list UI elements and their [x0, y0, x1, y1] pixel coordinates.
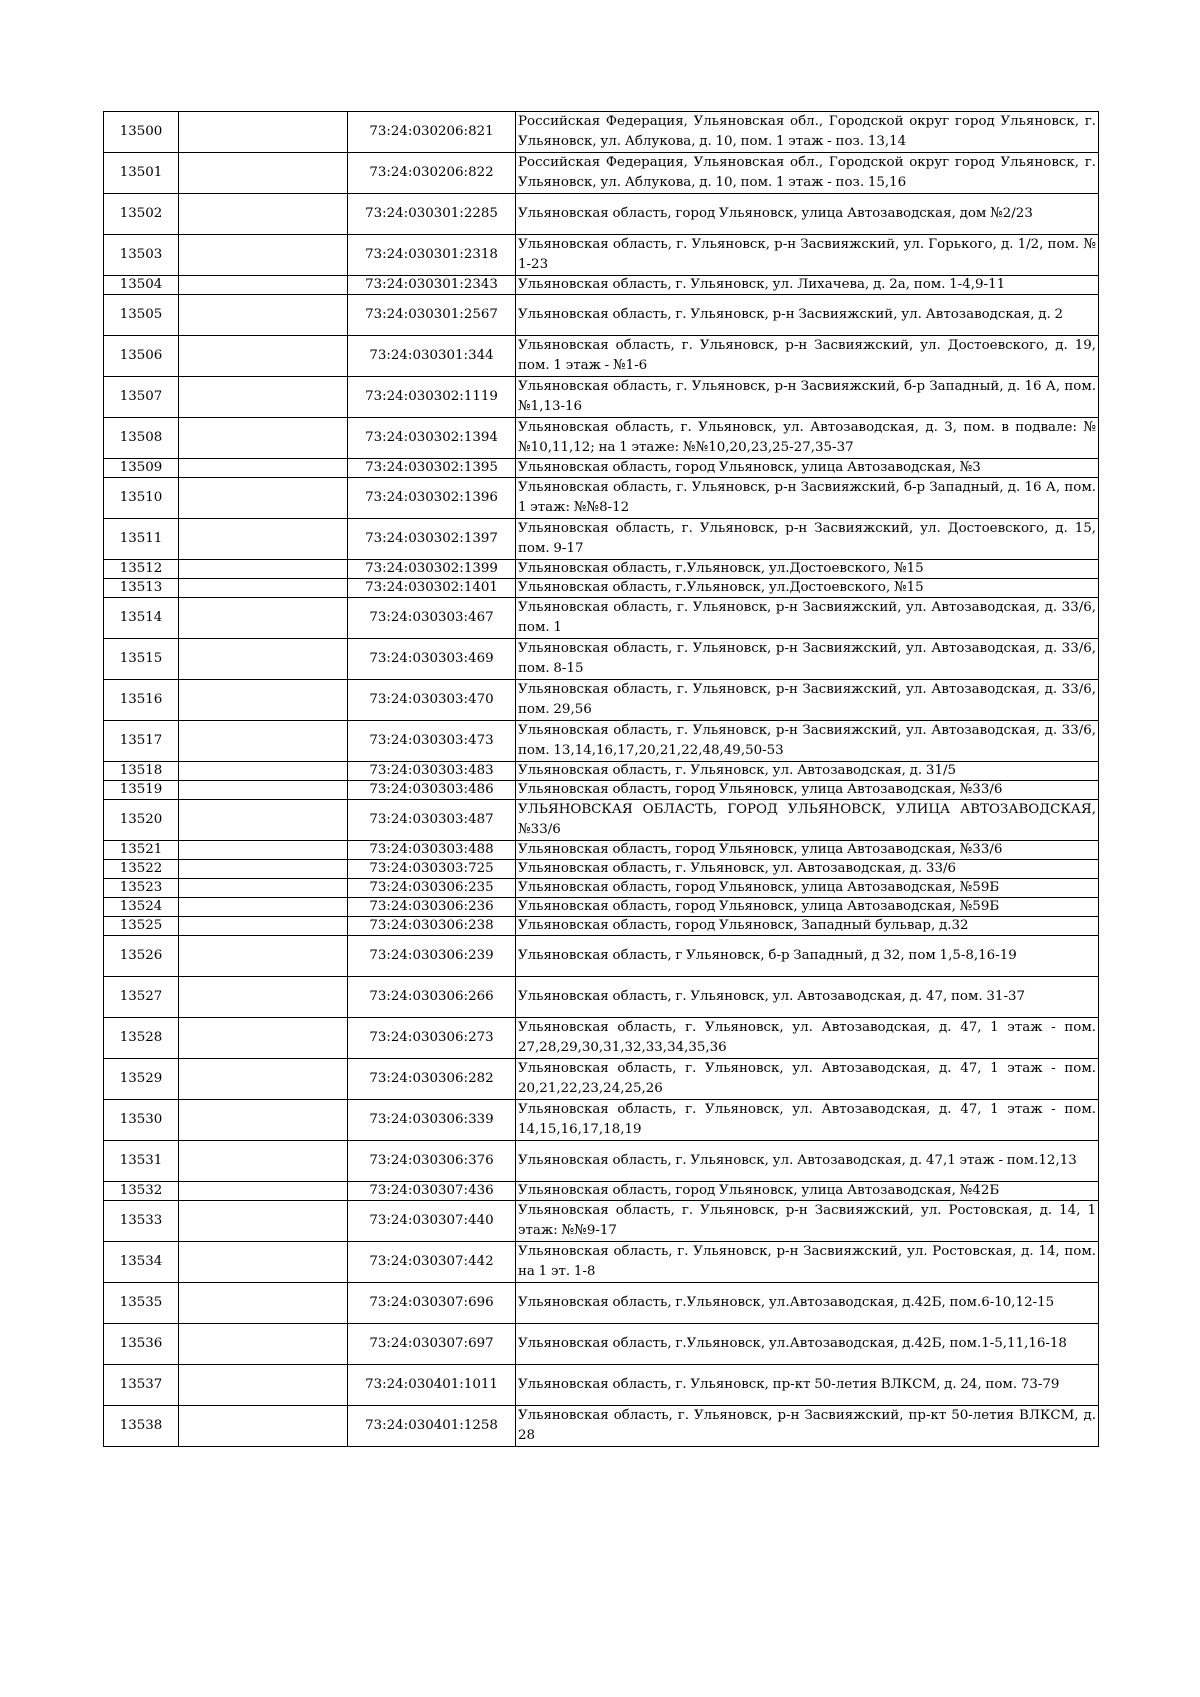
table-row — [104, 194, 1099, 235]
property-address: Ульяновская область, город Ульяновск, улица Автозаводская, №33/6 — [516, 841, 1099, 860]
row-empty-cell — [179, 680, 348, 721]
row-number: 13529 — [104, 1059, 179, 1100]
property-address: Ульяновская область, г. Ульяновск, ул. Автозаводская, д. 3, пом. в подвале: №№10,11,12; на 1 этаже: №№10,20,23,25-27,35-37 — [516, 418, 1099, 459]
row-empty-cell — [179, 519, 348, 560]
property-address: Ульяновская область, г. Ульяновск, р-н Засвияжский, б-р Западный, д. 16 А, пом. 1 этаж: №№8-12 — [516, 478, 1099, 519]
table-row — [104, 841, 1099, 860]
row-number: 13536 — [104, 1324, 179, 1365]
property-address: Ульяновская область, г.Ульяновск, ул.Автозаводская, д.42Б, пом.6-10,12-15 — [516, 1283, 1099, 1324]
property-address: Ульяновская область, г. Ульяновск, р-н Засвияжский, ул. Ростовская, д. 14, пом. на 1 эт. 1-8 — [516, 1242, 1099, 1283]
table-row — [104, 800, 1099, 841]
property-address: Ульяновская область, г.Ульяновск, ул.Достоевского, №15 — [516, 560, 1099, 579]
cadastral-number: 73:24:030206:822 — [348, 153, 516, 194]
row-empty-cell — [179, 478, 348, 519]
row-number: 13500 — [104, 112, 179, 153]
table-row — [104, 879, 1099, 898]
row-empty-cell — [179, 898, 348, 917]
row-empty-cell — [179, 336, 348, 377]
cadastral-number: 73:24:030301:2285 — [348, 194, 516, 235]
table-row — [104, 336, 1099, 377]
cadastral-number: 73:24:030302:1119 — [348, 377, 516, 418]
table-row — [104, 579, 1099, 598]
row-number: 13506 — [104, 336, 179, 377]
table-row — [104, 762, 1099, 781]
table-row — [104, 1059, 1099, 1100]
cadastral-number: 73:24:030306:282 — [348, 1059, 516, 1100]
row-empty-cell — [179, 762, 348, 781]
cadastral-number: 73:24:030302:1397 — [348, 519, 516, 560]
row-empty-cell — [179, 1182, 348, 1201]
cadastral-number: 73:24:030306:238 — [348, 917, 516, 936]
property-address: Ульяновская область, г. Ульяновск, ул. Автозаводская, д. 47, пом. 31-37 — [516, 977, 1099, 1018]
row-number: 13516 — [104, 680, 179, 721]
cadastral-number: 73:24:030301:2343 — [348, 276, 516, 295]
property-address: Российская Федерация, Ульяновская обл., Городской округ город Ульяновск, г. Ульяновск, ул. Аблукова, д. 10, пом. 1 этаж - поз. 15,16 — [516, 153, 1099, 194]
row-number: 13538 — [104, 1406, 179, 1447]
property-address: Ульяновская область, г. Ульяновск, ул. Автозаводская, д. 47, 1 этаж - пом. 20,21,22,23,24,25,26 — [516, 1059, 1099, 1100]
table-row — [104, 1283, 1099, 1324]
property-address: Ульяновская область, г. Ульяновск, р-н Засвияжский, б-р Западный, д. 16 А, пом. №1,13-16 — [516, 377, 1099, 418]
property-address: Ульяновская область, г. Ульяновск, р-н Засвияжский, ул. Достоевского, д. 19, пом. 1 этаж - №1-6 — [516, 336, 1099, 377]
row-number: 13502 — [104, 194, 179, 235]
row-number: 13511 — [104, 519, 179, 560]
row-empty-cell — [179, 781, 348, 800]
row-empty-cell — [179, 936, 348, 977]
table-row — [104, 898, 1099, 917]
cadastral-number: 73:24:030306:339 — [348, 1100, 516, 1141]
property-address: Ульяновская область, город Ульяновск, улица Автозаводская, №3 — [516, 459, 1099, 478]
row-number: 13519 — [104, 781, 179, 800]
row-number: 13524 — [104, 898, 179, 917]
row-number: 13534 — [104, 1242, 179, 1283]
cadastral-number: 73:24:030307:442 — [348, 1242, 516, 1283]
row-number: 13505 — [104, 295, 179, 336]
property-address: Ульяновская область, г. Ульяновск, р-н Засвияжский, пр-кт 50-летия ВЛКСМ, д. 28 — [516, 1406, 1099, 1447]
property-address: Ульяновская область, город Ульяновск, улица Автозаводская, №59Б — [516, 898, 1099, 917]
property-address: Ульяновская область, г.Ульяновск, ул.Автозаводская, д.42Б, пом.1-5,11,16-18 — [516, 1324, 1099, 1365]
registry-table — [103, 111, 1099, 1447]
table-row — [104, 478, 1099, 519]
row-number: 13531 — [104, 1141, 179, 1182]
property-address: Ульяновская область, г. Ульяновск, р-н Засвияжский, ул. Автозаводская, д. 33/6, пом. 29,56 — [516, 680, 1099, 721]
row-empty-cell — [179, 235, 348, 276]
property-address: Ульяновская область, г. Ульяновск, р-н Засвияжский, ул. Ростовская, д. 14, 1 этаж: №№9-17 — [516, 1201, 1099, 1242]
row-empty-cell — [179, 194, 348, 235]
cadastral-number: 73:24:030301:2567 — [348, 295, 516, 336]
table-row — [104, 721, 1099, 762]
row-number: 13528 — [104, 1018, 179, 1059]
row-empty-cell — [179, 1059, 348, 1100]
cadastral-number: 73:24:030306:266 — [348, 977, 516, 1018]
row-number: 13527 — [104, 977, 179, 1018]
row-number: 13522 — [104, 860, 179, 879]
row-number: 13537 — [104, 1365, 179, 1406]
row-empty-cell — [179, 560, 348, 579]
cadastral-number: 73:24:030302:1395 — [348, 459, 516, 478]
cadastral-number: 73:24:030306:236 — [348, 898, 516, 917]
table-row — [104, 153, 1099, 194]
table-row — [104, 276, 1099, 295]
row-empty-cell — [179, 1283, 348, 1324]
row-empty-cell — [179, 1018, 348, 1059]
row-number: 13521 — [104, 841, 179, 860]
property-address: Ульяновская область, г. Ульяновск, р-н Засвияжский, ул. Автозаводская, д. 2 — [516, 295, 1099, 336]
row-number: 13526 — [104, 936, 179, 977]
row-empty-cell — [179, 1201, 348, 1242]
table-row — [104, 1365, 1099, 1406]
row-empty-cell — [179, 917, 348, 936]
table-row — [104, 1018, 1099, 1059]
cadastral-number: 73:24:030303:483 — [348, 762, 516, 781]
row-number: 13518 — [104, 762, 179, 781]
row-empty-cell — [179, 153, 348, 194]
row-number: 13501 — [104, 153, 179, 194]
registry-table-body — [104, 112, 1099, 1447]
table-row — [104, 377, 1099, 418]
cadastral-number: 73:24:030301:2318 — [348, 235, 516, 276]
property-address: Ульяновская область, г. Ульяновск, ул. Автозаводская, д. 47, 1 этаж - пом. 14,15,16,17,18,19 — [516, 1100, 1099, 1141]
row-number: 13535 — [104, 1283, 179, 1324]
table-row — [104, 1406, 1099, 1447]
row-number: 13510 — [104, 478, 179, 519]
row-number: 13517 — [104, 721, 179, 762]
row-empty-cell — [179, 860, 348, 879]
table-row — [104, 977, 1099, 1018]
cadastral-number: 73:24:030401:1011 — [348, 1365, 516, 1406]
table-row — [104, 295, 1099, 336]
row-empty-cell — [179, 977, 348, 1018]
table-row — [104, 860, 1099, 879]
property-address: Ульяновская область, г.Ульяновск, ул.Достоевского, №15 — [516, 579, 1099, 598]
property-address: Ульяновская область, город Ульяновск, улица Автозаводская, №59Б — [516, 879, 1099, 898]
row-number: 13523 — [104, 879, 179, 898]
row-number: 13513 — [104, 579, 179, 598]
table-row — [104, 1182, 1099, 1201]
row-empty-cell — [179, 841, 348, 860]
cadastral-number: 73:24:030302:1399 — [348, 560, 516, 579]
property-address: Ульяновская область, г. Ульяновск, ул. Автозаводская, д. 47,1 этаж - пом.12,13 — [516, 1141, 1099, 1182]
row-empty-cell — [179, 377, 348, 418]
property-address: Ульяновская область, город Ульяновск, улица Автозаводская, дом №2/23 — [516, 194, 1099, 235]
property-address: Российская Федерация, Ульяновская обл., Городской округ город Ульяновск, г. Ульяновск, ул. Аблукова, д. 10, пом. 1 этаж - поз. 13,14 — [516, 112, 1099, 153]
table-row — [104, 917, 1099, 936]
row-empty-cell — [179, 1406, 348, 1447]
row-number: 13530 — [104, 1100, 179, 1141]
property-address: Ульяновская область, г. Ульяновск, ул. Автозаводская, д. 47, 1 этаж - пом. 27,28,29,30,31,32,33,34,35,36 — [516, 1018, 1099, 1059]
property-address: Ульяновская область, г. Ульяновск, ул. Автозаводская, д. 33/6 — [516, 860, 1099, 879]
row-empty-cell — [179, 112, 348, 153]
row-empty-cell — [179, 276, 348, 295]
table-row — [104, 1100, 1099, 1141]
cadastral-number: 73:24:030401:1258 — [348, 1406, 516, 1447]
table-row — [104, 418, 1099, 459]
row-empty-cell — [179, 418, 348, 459]
property-address: Ульяновская область, город Ульяновск, улица Автозаводская, №42Б — [516, 1182, 1099, 1201]
row-empty-cell — [179, 639, 348, 680]
cadastral-number: 73:24:030307:440 — [348, 1201, 516, 1242]
property-address: Ульяновская область, г. Ульяновск, р-н Засвияжский, ул. Достоевского, д. 15, пом. 9-17 — [516, 519, 1099, 560]
row-empty-cell — [179, 1242, 348, 1283]
table-row — [104, 639, 1099, 680]
row-empty-cell — [179, 579, 348, 598]
row-empty-cell — [179, 1141, 348, 1182]
property-address: Ульяновская область, город Ульяновск, улица Автозаводская, №33/6 — [516, 781, 1099, 800]
table-row — [104, 1242, 1099, 1283]
cadastral-number: 73:24:030303:487 — [348, 800, 516, 841]
property-address: Ульяновская область, г. Ульяновск, р-н Засвияжский, ул. Горького, д. 1/2, пом. № 1-23 — [516, 235, 1099, 276]
property-address: Ульяновская область, г. Ульяновск, ул. Лихачева, д. 2а, пом. 1-4,9-11 — [516, 276, 1099, 295]
row-empty-cell — [179, 879, 348, 898]
cadastral-number: 73:24:030307:436 — [348, 1182, 516, 1201]
cadastral-number: 73:24:030303:467 — [348, 598, 516, 639]
row-number: 13515 — [104, 639, 179, 680]
cadastral-number: 73:24:030307:696 — [348, 1283, 516, 1324]
table-row — [104, 235, 1099, 276]
row-empty-cell — [179, 1365, 348, 1406]
cadastral-number: 73:24:030306:239 — [348, 936, 516, 977]
row-empty-cell — [179, 598, 348, 639]
cadastral-number: 73:24:030303:486 — [348, 781, 516, 800]
row-number: 13520 — [104, 800, 179, 841]
row-number: 13525 — [104, 917, 179, 936]
property-address: Ульяновская область, г. Ульяновск, р-н Засвияжский, ул. Автозаводская, д. 33/6, пом. 1 — [516, 598, 1099, 639]
cadastral-number: 73:24:030302:1396 — [348, 478, 516, 519]
cadastral-number: 73:24:030303:725 — [348, 860, 516, 879]
cadastral-number: 73:24:030206:821 — [348, 112, 516, 153]
row-empty-cell — [179, 1100, 348, 1141]
cadastral-number: 73:24:030307:697 — [348, 1324, 516, 1365]
row-number: 13514 — [104, 598, 179, 639]
row-empty-cell — [179, 800, 348, 841]
property-address: Ульяновская область, г. Ульяновск, р-н Засвияжский, ул. Автозаводская, д. 33/6, пом. 8-15 — [516, 639, 1099, 680]
cadastral-number: 73:24:030302:1394 — [348, 418, 516, 459]
row-number: 13532 — [104, 1182, 179, 1201]
row-empty-cell — [179, 295, 348, 336]
table-row — [104, 781, 1099, 800]
table-row — [104, 459, 1099, 478]
property-address: Ульяновская область, г Ульяновск, б-р Западный, д 32, пом 1,5-8,16-19 — [516, 936, 1099, 977]
cadastral-number: 73:24:030306:235 — [348, 879, 516, 898]
row-number: 13512 — [104, 560, 179, 579]
table-row — [104, 936, 1099, 977]
property-address: Ульяновская область, г. Ульяновск, пр-кт 50-летия ВЛКСМ, д. 24, пом. 73-79 — [516, 1365, 1099, 1406]
property-address: Ульяновская область, город Ульяновск, Западный бульвар, д.32 — [516, 917, 1099, 936]
table-row — [104, 1201, 1099, 1242]
row-number: 13509 — [104, 459, 179, 478]
row-number: 13503 — [104, 235, 179, 276]
row-empty-cell — [179, 1324, 348, 1365]
table-row — [104, 1324, 1099, 1365]
cadastral-number: 73:24:030303:470 — [348, 680, 516, 721]
cadastral-number: 73:24:030301:344 — [348, 336, 516, 377]
table-row — [104, 519, 1099, 560]
cadastral-number: 73:24:030306:376 — [348, 1141, 516, 1182]
property-address: Ульяновская область, г. Ульяновск, р-н Засвияжский, ул. Автозаводская, д. 33/6, пом. 13,14,16,17,20,21,22,48,49,50-53 — [516, 721, 1099, 762]
table-row — [104, 560, 1099, 579]
cadastral-number: 73:24:030302:1401 — [348, 579, 516, 598]
table-row — [104, 112, 1099, 153]
row-number: 13533 — [104, 1201, 179, 1242]
cadastral-number: 73:24:030303:469 — [348, 639, 516, 680]
row-number: 13504 — [104, 276, 179, 295]
cadastral-number: 73:24:030303:488 — [348, 841, 516, 860]
cadastral-number: 73:24:030303:473 — [348, 721, 516, 762]
row-number: 13508 — [104, 418, 179, 459]
row-empty-cell — [179, 721, 348, 762]
table-row — [104, 1141, 1099, 1182]
property-address: Ульяновская область, г. Ульяновск, ул. Автозаводская, д. 31/5 — [516, 762, 1099, 781]
row-empty-cell — [179, 459, 348, 478]
table-row — [104, 680, 1099, 721]
property-address: УЛЬЯНОВСКАЯ ОБЛАСТЬ, ГОРОД УЛЬЯНОВСК, УЛИЦА АВТОЗАВОДСКАЯ, №33/6 — [516, 800, 1099, 841]
cadastral-number: 73:24:030306:273 — [348, 1018, 516, 1059]
table-row — [104, 598, 1099, 639]
row-number: 13507 — [104, 377, 179, 418]
